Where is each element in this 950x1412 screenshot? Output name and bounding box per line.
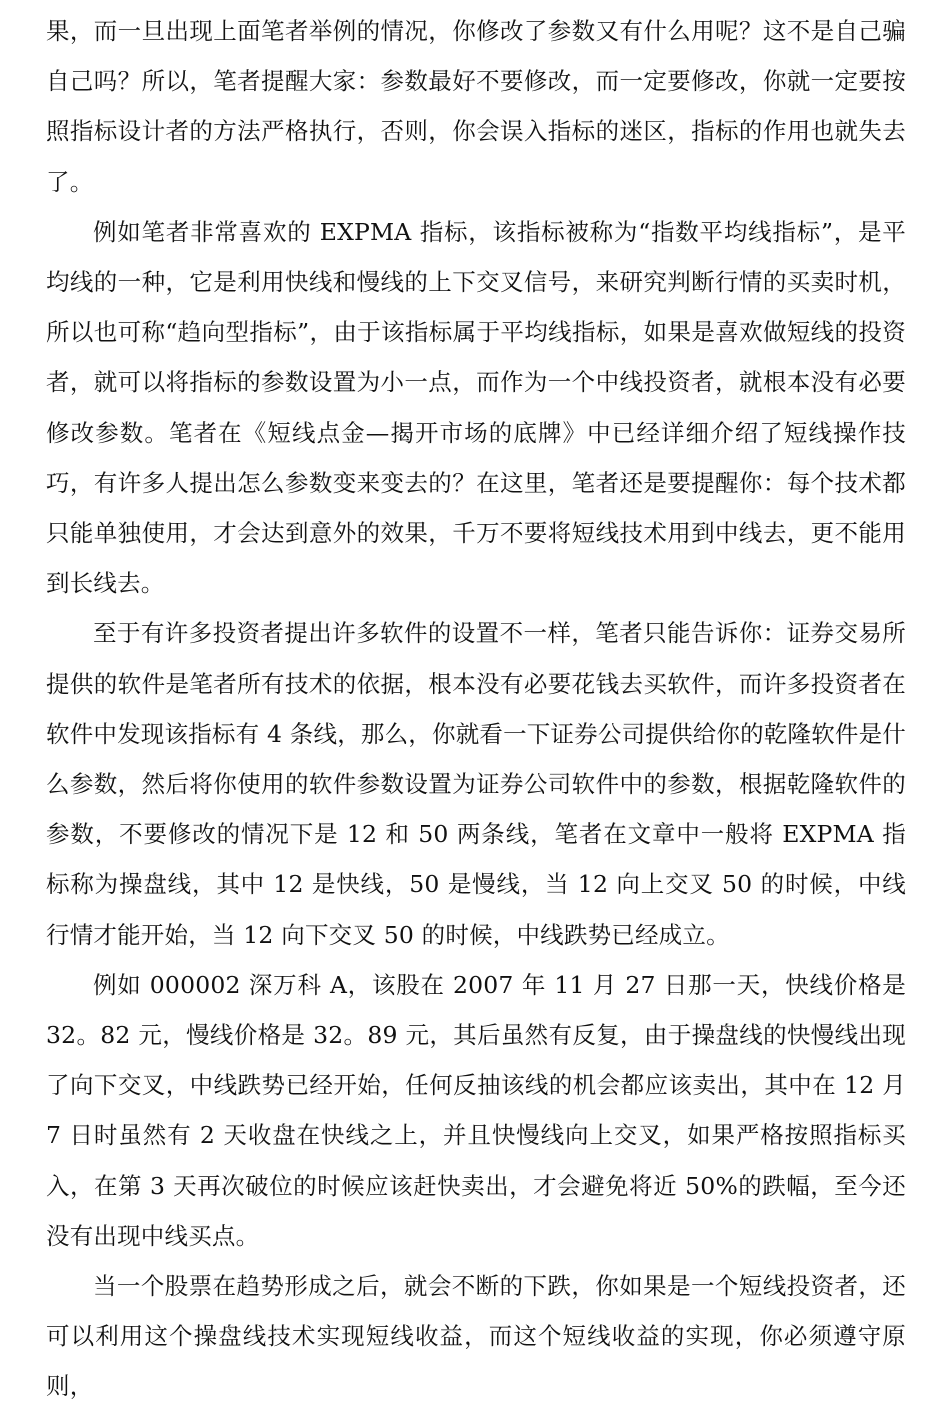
document-page xyxy=(46,6,906,1412)
paragraph-expma-intro: 例如笔者非常喜欢的 EXPMA 指标，该指标被称为“指数平均线指标”，是平均线的一种，它是利用快线和慢线的上下交叉信号，来研究判断行情的买卖时机，所以也可称“趋向型指标”，由于该指标属于平均线指标，如果是喜欢做短线的投资者，就可以将指标的参数设置为小一点，而作为一个中线投资者，就根本没有必要修改参数。笔者在《短线点金—揭开市场的底牌》中已经详细介绍了短线操作技巧，有许多人提出怎么参数变来变去的？在这里，笔者还是要提醒你：每个技术都只能单独使用，才会达到意外的效果，千万不要将短线技术用到中线去，更不能用到长线去。 xyxy=(46,217,906,598)
paragraph-trend-note: 当一个股票在趋势形成之后，就会不断的下跌，你如果是一个短线投资者，还可以利用这个操盘线技术实现短线收益，而这个短线收益的实现，你必须遵守原则， xyxy=(46,1272,906,1401)
paragraph-software-settings: 至于有许多投资者提出许多软件的设置不一样，笔者只能告诉你：证券交易所提供的软件是笔者所有技术的依据，根本没有必要花钱去买软件，而许多投资者在软件中发现该指标有 4 条线，那么，你就看一下证券公司提供给你的乾隆软件是什么参数，然后将你使用的软件参数设置为证券公司软件中的参数，根据乾隆软件的参数，不要修改的情况下是 12 和 50 两条线，笔者在文章中一般将 EXPMA 指标称为操盘线，其中 12 是快线，50 是慢线，当 12 向上交叉 50 的时候，中线行情才能开始，当 12 向下交叉 50 的时候，中线跌势已经成立。 xyxy=(46,619,906,949)
paragraph-continuation: 果，而一旦出现上面笔者举例的情况，你修改了参数又有什么用呢？这不是自己骗自己吗？所以，笔者提醒大家：参数最好不要修改，而一定要修改，你就一定要按照指标设计者的方法严格执行，否则，你会误入指标的迷区，指标的作用也就失去了。 xyxy=(46,17,906,196)
paragraph-example-vanke: 例如 000002 深万科 A，该股在 2007 年 11 月 27 日那一天，快线价格是 32。82 元，慢线价格是 32。89 元，其后虽然有反复，由于操盘线的快慢线出现了向下交叉，中线跌势已经开始，任何反抽该线的机会都应该卖出，其中在 12 月 7 日时虽然有 2 天收盘在快线之上，并且快慢线向上交叉，如果严格按照指标买入，在第 3 天再次破位的时候应该赶快卖出，才会避免将近 50%的跌幅，至今还没有出现中线买点。 xyxy=(46,970,906,1250)
